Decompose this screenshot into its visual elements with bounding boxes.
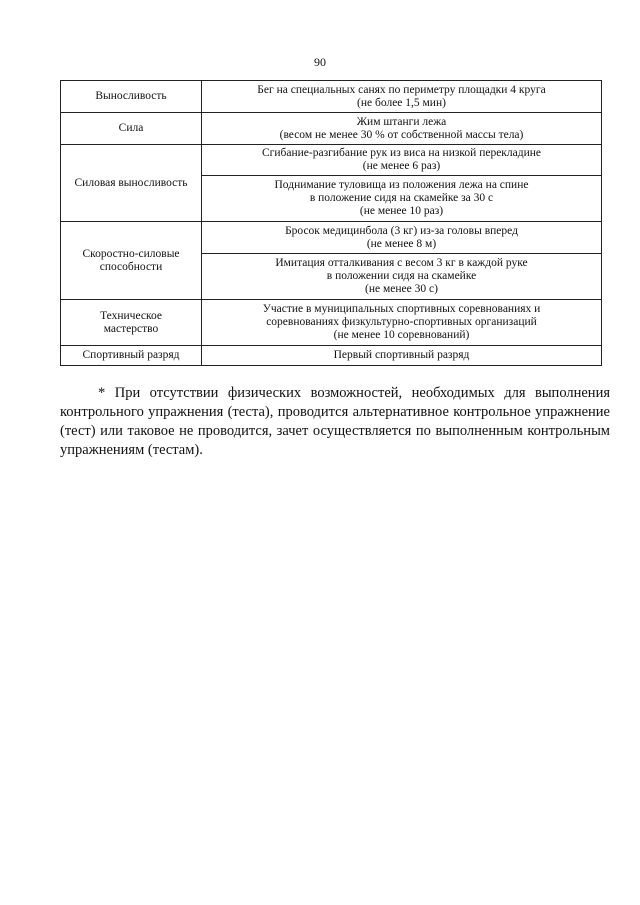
exercise-text: Имитация отталкивания с весом 3 кг в каждой руке xyxy=(275,257,528,269)
exercise-text: в положении сидя на скамейке xyxy=(326,270,477,282)
standards-table xyxy=(60,80,602,366)
exercise-text: Жим штанги лежа xyxy=(356,115,447,128)
exercise-norm: (весом не менее 30 % от собственной массы тела) xyxy=(279,128,524,141)
exercise-cell xyxy=(202,113,602,145)
quality-cell xyxy=(61,300,202,346)
exercise-cell xyxy=(202,176,602,222)
quality-cell xyxy=(61,346,202,366)
exercise-text: Поднимание туловища из положения лежа на спине xyxy=(274,179,529,191)
exercise-text: Сгибание-разгибание рук из виса на низкой перекладине xyxy=(261,147,541,159)
exercise-norm: (не менее 10 раз) xyxy=(359,205,444,217)
exercise-norm: (не менее 8 м) xyxy=(366,237,437,250)
exercise-text: в положение сидя на скамейке за 30 с xyxy=(309,192,494,204)
table-row xyxy=(61,145,602,176)
exercise-norm: (не менее 6 раз) xyxy=(362,160,441,172)
table-row xyxy=(61,300,602,346)
exercise-cell xyxy=(202,254,602,300)
quality-label: Выносливость xyxy=(95,90,167,102)
exercise-cell xyxy=(202,300,602,346)
quality-cell xyxy=(61,113,202,145)
exercise-cell xyxy=(202,145,602,176)
quality-label: Силовая выносливость xyxy=(74,176,188,189)
exercise-cell xyxy=(202,222,602,254)
table-row xyxy=(61,113,602,145)
exercise-text: Участие в муниципальных спортивных соревнованиях и xyxy=(262,303,541,315)
exercise-cell xyxy=(202,81,602,113)
quality-cell xyxy=(61,81,202,113)
table-row xyxy=(61,81,602,113)
quality-label: мастерство xyxy=(103,322,159,335)
quality-cell xyxy=(61,222,202,300)
exercise-text: соревнованиях физкультурно-спортивных организаций xyxy=(266,316,537,328)
page-number: 90 xyxy=(314,55,326,69)
exercise-norm: (не менее 30 с) xyxy=(365,283,438,295)
quality-label: способности xyxy=(99,260,163,273)
exercise-text: Бросок медицинбола (3 кг) из-за головы вперед xyxy=(285,224,518,237)
quality-label: Спортивный разряд xyxy=(82,349,180,361)
table-row xyxy=(61,346,602,366)
quality-label: Техническое xyxy=(100,309,162,322)
exercise-text: Первый спортивный разряд xyxy=(333,349,470,361)
exercise-norm: (не более 1,5 мин) xyxy=(357,96,446,109)
exercise-text: Бег на специальных санях по периметру площадки 4 круга xyxy=(257,83,546,96)
quality-cell xyxy=(61,145,202,222)
quality-label: Сила xyxy=(118,122,144,134)
exercise-cell xyxy=(202,346,602,366)
table-row xyxy=(61,222,602,254)
quality-label: Скоростно-силовые xyxy=(82,247,180,260)
exercise-norm: (не менее 10 соревнований) xyxy=(333,329,470,341)
footnote: * При отсутствии физических возможностей, необходимых для выполнения контрольного упражнения (теста), проводится альтернативное контрольное упражнение (тест) или таковое не проводится, зачет осуществляется по выполненным контрольным упражнениям (тестам). xyxy=(60,385,610,458)
